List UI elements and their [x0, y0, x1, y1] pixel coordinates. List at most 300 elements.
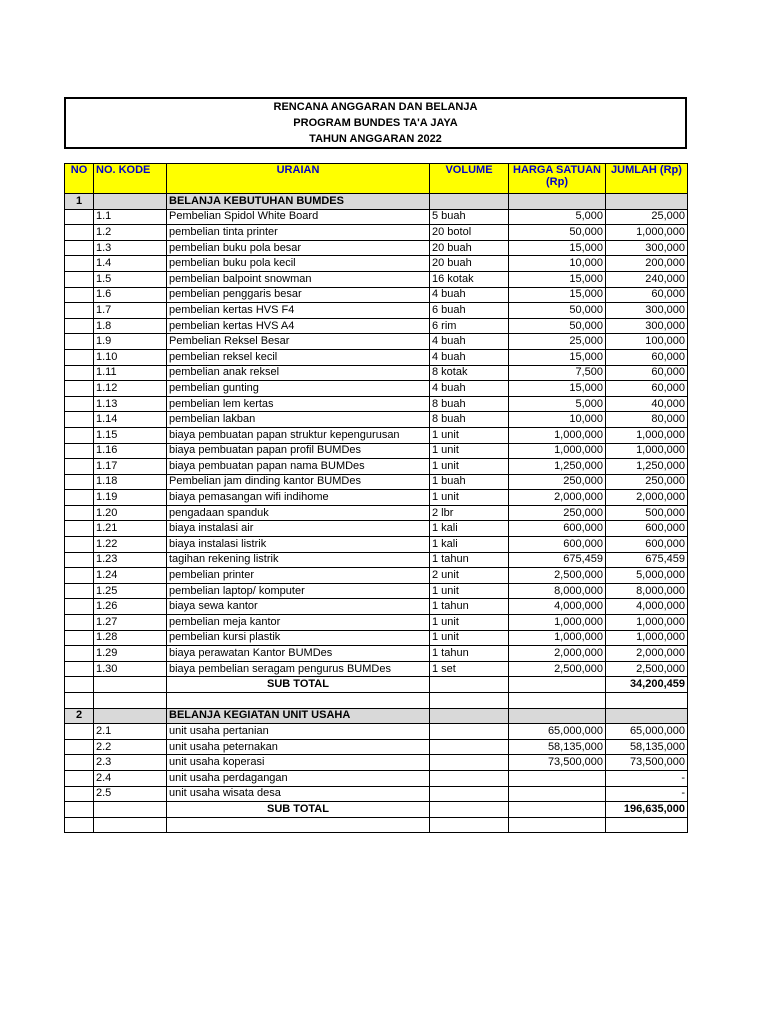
row-harga: 7,500	[509, 365, 606, 381]
table-row	[65, 505, 688, 521]
row-uraian: pembelian printer	[167, 568, 430, 584]
row-jumlah: 600,000	[606, 521, 688, 537]
table-row	[65, 396, 688, 412]
row-harga: 50,000	[509, 225, 606, 241]
row-uraian: pembelian buku pola kecil	[167, 256, 430, 272]
row-jumlah: 250,000	[606, 474, 688, 490]
subtotal-kode-cell	[94, 802, 167, 818]
table-row	[65, 786, 688, 802]
row-volume: 1 unit	[430, 583, 509, 599]
header-harga	[509, 164, 606, 194]
row-volume: 20 buah	[430, 256, 509, 272]
row-jumlah: 58,135,000	[606, 739, 688, 755]
row-harga: 15,000	[509, 271, 606, 287]
row-uraian: biaya perawatan Kantor BUMDes	[167, 646, 430, 662]
section-title: BELANJA KEGIATAN UNIT USAHA	[167, 708, 430, 724]
subtotal-value: 196,635,000	[606, 802, 688, 818]
row-harga: 1,000,000	[509, 443, 606, 459]
row-uraian: unit usaha wisata desa	[167, 786, 430, 802]
table-row	[65, 318, 688, 334]
row-harga: 65,000,000	[509, 724, 606, 740]
row-kode: 1.15	[94, 427, 167, 443]
row-jumlah: 60,000	[606, 381, 688, 397]
row-jumlah: 100,000	[606, 334, 688, 350]
empty-cell	[430, 817, 509, 833]
row-uraian: pembelian kertas HVS A4	[167, 318, 430, 334]
row-jumlah: 2,000,000	[606, 646, 688, 662]
row-kode: 1.27	[94, 615, 167, 631]
table-row	[65, 739, 688, 755]
table-row	[65, 646, 688, 662]
row-uraian: biaya pembuatan papan nama BUMDes	[167, 459, 430, 475]
subtotal-label: SUB TOTAL	[167, 677, 430, 693]
row-volume: 1 tahun	[430, 552, 509, 568]
row-no-cell	[65, 240, 94, 256]
section-kode-cell	[94, 708, 167, 724]
row-harga: 15,000	[509, 381, 606, 397]
section-number: 2	[65, 708, 94, 724]
row-harga: 15,000	[509, 287, 606, 303]
table-row	[65, 256, 688, 272]
table-row	[65, 427, 688, 443]
row-harga: 25,000	[509, 334, 606, 350]
row-uraian: pembelian kertas HVS F4	[167, 303, 430, 319]
row-harga: 50,000	[509, 318, 606, 334]
row-volume	[430, 739, 509, 755]
row-uraian: pembelian meja kantor	[167, 615, 430, 631]
row-kode: 2.4	[94, 770, 167, 786]
row-uraian: pembelian lakban	[167, 412, 430, 428]
row-kode: 1.26	[94, 599, 167, 615]
row-harga: 10,000	[509, 412, 606, 428]
row-kode: 1.10	[94, 349, 167, 365]
row-jumlah: 80,000	[606, 412, 688, 428]
empty-cell	[509, 817, 606, 833]
row-no-cell	[65, 271, 94, 287]
header-harga-line1: HARGA SATUAN	[513, 164, 601, 176]
row-uraian: pengadaan spanduk	[167, 505, 430, 521]
row-jumlah: 1,000,000	[606, 630, 688, 646]
section-number: 1	[65, 194, 94, 210]
row-harga: 2,500,000	[509, 568, 606, 584]
row-no-cell	[65, 303, 94, 319]
row-uraian: biaya instalasi air	[167, 521, 430, 537]
row-no-cell	[65, 427, 94, 443]
row-kode: 2.5	[94, 786, 167, 802]
row-harga: 250,000	[509, 505, 606, 521]
row-uraian: pembelian balpoint snowman	[167, 271, 430, 287]
subtotal-label: SUB TOTAL	[167, 802, 430, 818]
row-kode: 1.29	[94, 646, 167, 662]
row-jumlah: 8,000,000	[606, 583, 688, 599]
row-no-cell	[65, 209, 94, 225]
row-kode: 1.11	[94, 365, 167, 381]
row-no-cell	[65, 770, 94, 786]
row-no-cell	[65, 505, 94, 521]
row-jumlah: 1,000,000	[606, 615, 688, 631]
row-volume: 1 unit	[430, 630, 509, 646]
table-row	[65, 240, 688, 256]
row-uraian: biaya pembuatan papan struktur kepengurusan	[167, 427, 430, 443]
row-no-cell	[65, 661, 94, 677]
row-kode: 1.25	[94, 583, 167, 599]
table-row	[65, 287, 688, 303]
row-jumlah: 40,000	[606, 396, 688, 412]
row-harga: 8,000,000	[509, 583, 606, 599]
row-no-cell	[65, 583, 94, 599]
row-jumlah: 65,000,000	[606, 724, 688, 740]
row-volume: 8 buah	[430, 396, 509, 412]
row-volume	[430, 755, 509, 771]
row-volume: 4 buah	[430, 287, 509, 303]
row-no-cell	[65, 755, 94, 771]
row-uraian: unit usaha peternakan	[167, 739, 430, 755]
row-harga: 250,000	[509, 474, 606, 490]
row-volume: 1 kali	[430, 537, 509, 553]
row-no-cell	[65, 334, 94, 350]
row-kode: 1.21	[94, 521, 167, 537]
row-jumlah: 300,000	[606, 318, 688, 334]
row-harga: 1,000,000	[509, 427, 606, 443]
row-uraian: pembelian tinta printer	[167, 225, 430, 241]
section-kode-cell	[94, 194, 167, 210]
row-volume: 16 kotak	[430, 271, 509, 287]
row-volume	[430, 786, 509, 802]
row-jumlah: -	[606, 770, 688, 786]
row-no-cell	[65, 459, 94, 475]
row-no-cell	[65, 490, 94, 506]
empty-cell	[606, 817, 688, 833]
table-row	[65, 365, 688, 381]
row-harga: 600,000	[509, 537, 606, 553]
row-harga: 15,000	[509, 349, 606, 365]
row-volume: 1 kali	[430, 521, 509, 537]
row-kode: 1.13	[94, 396, 167, 412]
row-no-cell	[65, 537, 94, 553]
row-uraian: biaya pemasangan wifi indihome	[167, 490, 430, 506]
row-jumlah: 1,000,000	[606, 427, 688, 443]
row-harga: 600,000	[509, 521, 606, 537]
row-kode: 1.2	[94, 225, 167, 241]
row-uraian: pembelian reksel kecil	[167, 349, 430, 365]
table-row	[65, 537, 688, 553]
empty-row	[65, 817, 688, 833]
row-no-cell	[65, 349, 94, 365]
title-line-1: RENCANA ANGGARAN DAN BELANJA	[273, 101, 478, 113]
row-no-cell	[65, 365, 94, 381]
row-kode: 1.3	[94, 240, 167, 256]
row-volume: 1 buah	[430, 474, 509, 490]
row-volume: 4 buah	[430, 381, 509, 397]
row-volume: 2 unit	[430, 568, 509, 584]
row-volume: 1 tahun	[430, 599, 509, 615]
row-volume	[430, 770, 509, 786]
table-row	[65, 349, 688, 365]
subtotal-harga-cell	[509, 802, 606, 818]
header-jumlah: JUMLAH (Rp)	[606, 164, 688, 194]
row-kode: 1.18	[94, 474, 167, 490]
row-jumlah: 5,000,000	[606, 568, 688, 584]
row-kode: 1.4	[94, 256, 167, 272]
row-jumlah: 240,000	[606, 271, 688, 287]
section-title: BELANJA KEBUTUHAN BUMDES	[167, 194, 430, 210]
row-uraian: pembelian anak reksel	[167, 365, 430, 381]
row-no-cell	[65, 381, 94, 397]
row-kode: 1.30	[94, 661, 167, 677]
section-harga-cell	[509, 708, 606, 724]
table-row	[65, 412, 688, 428]
header-no: NO	[65, 164, 94, 194]
subtotal-row	[65, 802, 688, 818]
row-volume: 1 unit	[430, 427, 509, 443]
table-row	[65, 661, 688, 677]
section-volume-cell	[430, 708, 509, 724]
row-kode: 2.2	[94, 739, 167, 755]
row-uraian: biaya pembuatan papan profil BUMDes	[167, 443, 430, 459]
section-harga-cell	[509, 194, 606, 210]
row-jumlah: 25,000	[606, 209, 688, 225]
row-kode: 1.20	[94, 505, 167, 521]
section-jumlah-cell	[606, 194, 688, 210]
row-volume: 8 buah	[430, 412, 509, 428]
section-header-row	[65, 194, 688, 210]
row-volume: 20 botol	[430, 225, 509, 241]
subtotal-kode-cell	[94, 677, 167, 693]
header-harga-line2: (Rp)	[546, 176, 568, 188]
row-no-cell	[65, 318, 94, 334]
empty-cell	[509, 693, 606, 709]
row-kode: 1.5	[94, 271, 167, 287]
row-jumlah: 1,000,000	[606, 443, 688, 459]
row-harga: 50,000	[509, 303, 606, 319]
table-body	[65, 194, 688, 833]
row-uraian: pembelian kursi plastik	[167, 630, 430, 646]
empty-cell	[167, 817, 430, 833]
row-uraian: tagihan rekening listrik	[167, 552, 430, 568]
row-kode: 1.7	[94, 303, 167, 319]
subtotal-harga-cell	[509, 677, 606, 693]
header-kode: NO. KODE	[94, 164, 167, 194]
row-harga: 2,000,000	[509, 490, 606, 506]
row-no-cell	[65, 396, 94, 412]
row-jumlah: 60,000	[606, 349, 688, 365]
row-jumlah: 675,459	[606, 552, 688, 568]
row-volume: 1 tahun	[430, 646, 509, 662]
row-uraian: pembelian laptop/ komputer	[167, 583, 430, 599]
title-line-2: PROGRAM BUNDES TA'A JAYA	[293, 117, 458, 129]
row-no-cell	[65, 443, 94, 459]
row-harga: 73,500,000	[509, 755, 606, 771]
table-row	[65, 755, 688, 771]
row-harga: 4,000,000	[509, 599, 606, 615]
row-no-cell	[65, 412, 94, 428]
row-no-cell	[65, 287, 94, 303]
table-row	[65, 209, 688, 225]
row-harga	[509, 786, 606, 802]
subtotal-volume-cell	[430, 677, 509, 693]
empty-cell	[167, 693, 430, 709]
row-jumlah: 60,000	[606, 365, 688, 381]
row-kode: 1.23	[94, 552, 167, 568]
row-harga: 15,000	[509, 240, 606, 256]
row-kode: 1.24	[94, 568, 167, 584]
empty-cell	[65, 817, 94, 833]
row-uraian: biaya instalasi listrik	[167, 537, 430, 553]
table-row	[65, 303, 688, 319]
row-uraian: biaya pembelian seragam pengurus BUMDes	[167, 661, 430, 677]
row-uraian: pembelian lem kertas	[167, 396, 430, 412]
row-kode: 1.8	[94, 318, 167, 334]
title-line-3: TAHUN ANGGARAN 2022	[309, 133, 442, 145]
table-row	[65, 615, 688, 631]
row-volume: 1 set	[430, 661, 509, 677]
row-harga: 1,250,000	[509, 459, 606, 475]
row-no-cell	[65, 739, 94, 755]
row-uraian: biaya sewa kantor	[167, 599, 430, 615]
row-harga: 1,000,000	[509, 630, 606, 646]
subtotal-row	[65, 677, 688, 693]
row-uraian: unit usaha pertanian	[167, 724, 430, 740]
empty-row	[65, 693, 688, 709]
row-kode: 1.17	[94, 459, 167, 475]
row-jumlah: 2,500,000	[606, 661, 688, 677]
row-kode: 1.9	[94, 334, 167, 350]
row-volume: 1 unit	[430, 443, 509, 459]
row-volume: 6 buah	[430, 303, 509, 319]
row-harga: 1,000,000	[509, 615, 606, 631]
row-no-cell	[65, 568, 94, 584]
row-volume: 1 unit	[430, 459, 509, 475]
row-no-cell	[65, 786, 94, 802]
row-uraian: pembelian gunting	[167, 381, 430, 397]
row-uraian: pembelian buku pola besar	[167, 240, 430, 256]
row-volume: 1 unit	[430, 490, 509, 506]
table-row	[65, 334, 688, 350]
subtotal-no-cell	[65, 677, 94, 693]
table-row	[65, 271, 688, 287]
row-harga: 675,459	[509, 552, 606, 568]
row-uraian: unit usaha koperasi	[167, 755, 430, 771]
subtotal-no-cell	[65, 802, 94, 818]
table-row	[65, 568, 688, 584]
table-row	[65, 521, 688, 537]
table-row	[65, 443, 688, 459]
row-harga: 58,135,000	[509, 739, 606, 755]
empty-cell	[606, 693, 688, 709]
row-no-cell	[65, 646, 94, 662]
row-kode: 1.19	[94, 490, 167, 506]
row-harga: 2,000,000	[509, 646, 606, 662]
row-no-cell	[65, 599, 94, 615]
table-header-row	[65, 164, 688, 194]
empty-cell	[94, 817, 167, 833]
row-uraian: Pembelian jam dinding kantor BUMDes	[167, 474, 430, 490]
row-volume: 6 rim	[430, 318, 509, 334]
table-row	[65, 599, 688, 615]
row-harga: 2,500,000	[509, 661, 606, 677]
row-no-cell	[65, 630, 94, 646]
header-uraian: URAIAN	[167, 164, 430, 194]
row-jumlah: 300,000	[606, 303, 688, 319]
row-uraian: Pembelian Spidol White Board	[167, 209, 430, 225]
table-row	[65, 459, 688, 475]
row-kode: 1.16	[94, 443, 167, 459]
row-volume: 5 buah	[430, 209, 509, 225]
row-volume: 4 buah	[430, 349, 509, 365]
row-jumlah: 1,000,000	[606, 225, 688, 241]
row-kode: 1.1	[94, 209, 167, 225]
row-no-cell	[65, 552, 94, 568]
row-no-cell	[65, 615, 94, 631]
row-jumlah: 200,000	[606, 256, 688, 272]
table-row	[65, 474, 688, 490]
row-no-cell	[65, 474, 94, 490]
row-volume: 2 lbr	[430, 505, 509, 521]
row-harga: 10,000	[509, 256, 606, 272]
row-kode: 1.6	[94, 287, 167, 303]
row-volume: 1 unit	[430, 615, 509, 631]
row-jumlah: 2,000,000	[606, 490, 688, 506]
empty-cell	[94, 693, 167, 709]
empty-cell	[430, 693, 509, 709]
row-kode: 2.3	[94, 755, 167, 771]
row-volume: 20 buah	[430, 240, 509, 256]
row-jumlah: 600,000	[606, 537, 688, 553]
row-jumlah: 1,250,000	[606, 459, 688, 475]
table-row	[65, 490, 688, 506]
row-jumlah: 73,500,000	[606, 755, 688, 771]
row-kode: 1.22	[94, 537, 167, 553]
empty-cell	[65, 693, 94, 709]
row-no-cell	[65, 521, 94, 537]
table-row	[65, 724, 688, 740]
row-volume: 4 buah	[430, 334, 509, 350]
subtotal-volume-cell	[430, 802, 509, 818]
row-kode: 2.1	[94, 724, 167, 740]
document-title-box	[64, 97, 687, 149]
row-no-cell	[65, 256, 94, 272]
row-no-cell	[65, 724, 94, 740]
row-jumlah: 300,000	[606, 240, 688, 256]
section-volume-cell	[430, 194, 509, 210]
row-jumlah: -	[606, 786, 688, 802]
row-volume	[430, 724, 509, 740]
row-jumlah: 60,000	[606, 287, 688, 303]
table-row	[65, 770, 688, 786]
row-uraian: pembelian penggaris besar	[167, 287, 430, 303]
row-kode: 1.28	[94, 630, 167, 646]
row-uraian: Pembelian Reksel Besar	[167, 334, 430, 350]
row-jumlah: 500,000	[606, 505, 688, 521]
table-row	[65, 630, 688, 646]
subtotal-value: 34,200,459	[606, 677, 688, 693]
table-row	[65, 225, 688, 241]
row-jumlah: 4,000,000	[606, 599, 688, 615]
table-row	[65, 552, 688, 568]
row-kode: 1.12	[94, 381, 167, 397]
header-volume: VOLUME	[430, 164, 509, 194]
row-uraian: unit usaha perdagangan	[167, 770, 430, 786]
budget-table	[64, 163, 688, 833]
table-row	[65, 381, 688, 397]
row-volume: 8 kotak	[430, 365, 509, 381]
row-harga	[509, 770, 606, 786]
row-harga: 5,000	[509, 396, 606, 412]
row-kode: 1.14	[94, 412, 167, 428]
row-harga: 5,000	[509, 209, 606, 225]
table-row	[65, 583, 688, 599]
row-no-cell	[65, 225, 94, 241]
